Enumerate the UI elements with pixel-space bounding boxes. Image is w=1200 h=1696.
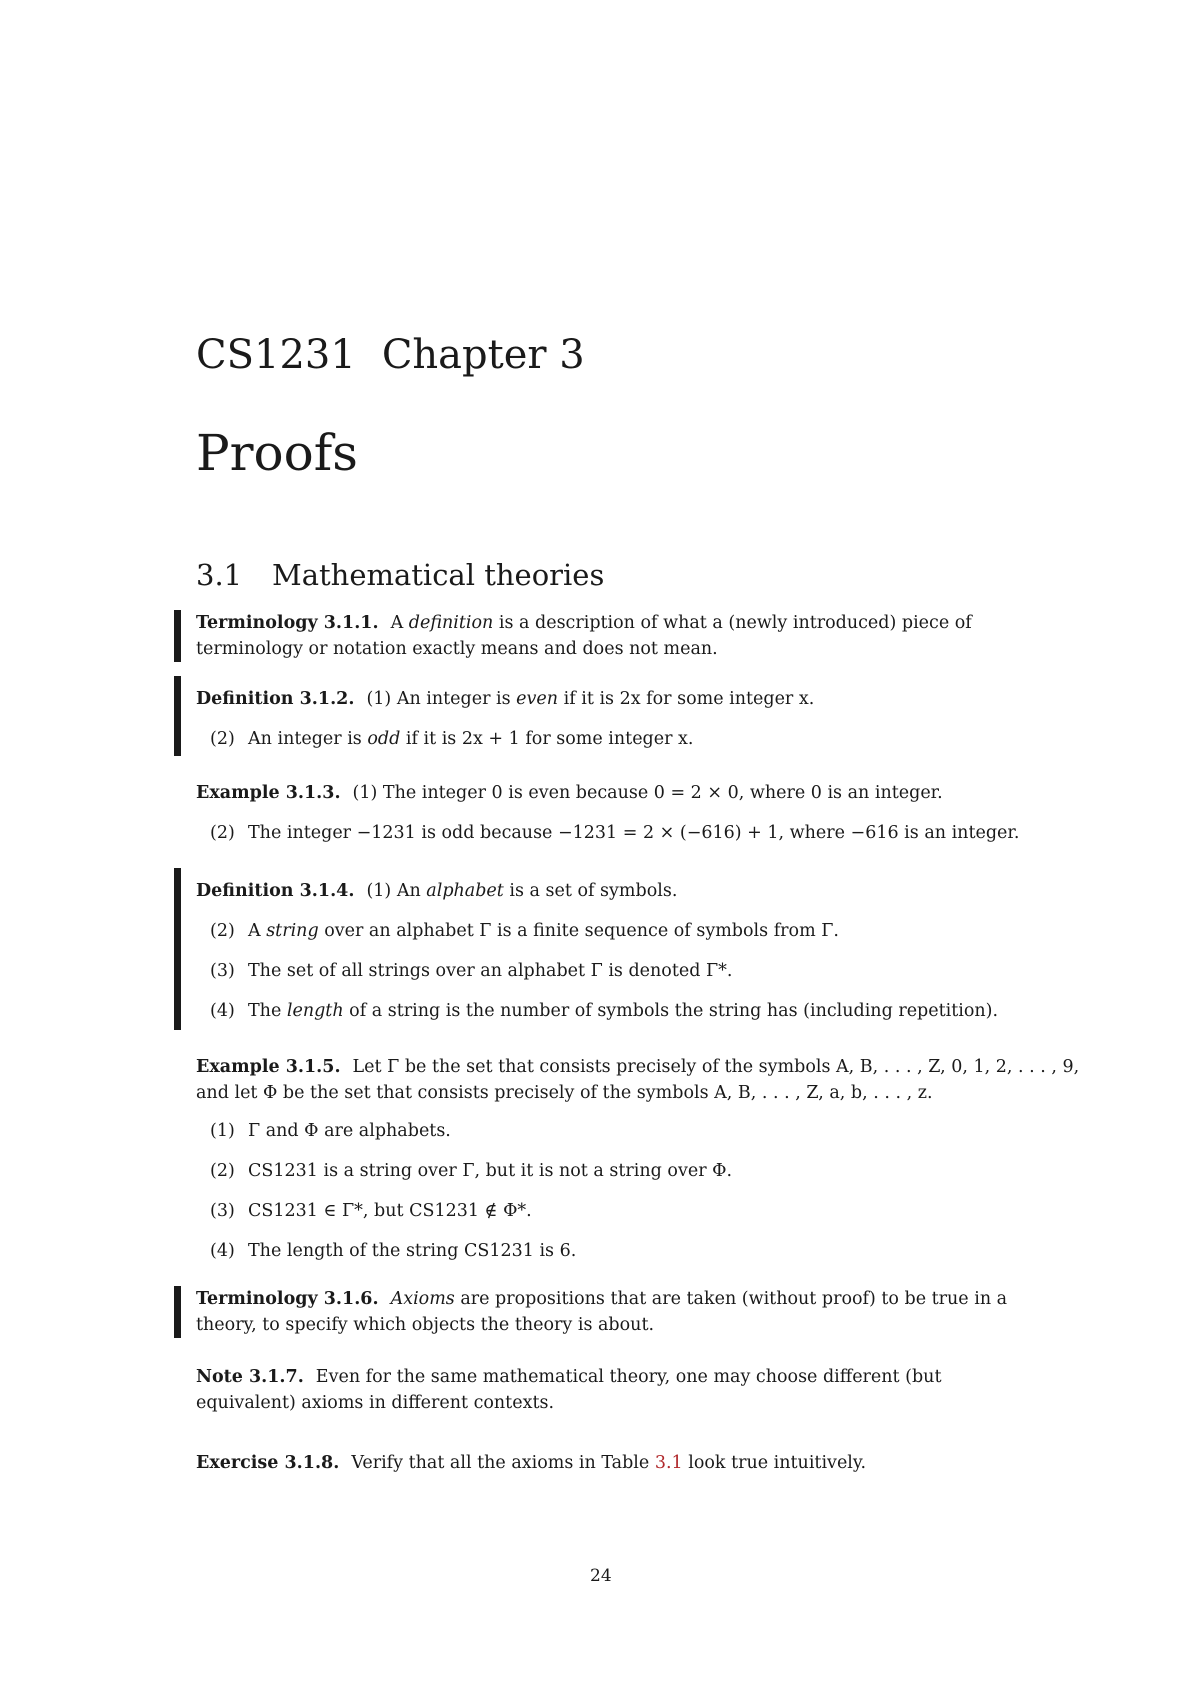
block-text-pre: A: [390, 613, 409, 633]
item-text: if it is 2x + 1 for some integer x.: [400, 729, 694, 749]
item-number: (4): [210, 1241, 235, 1261]
item-number: (1): [352, 783, 378, 803]
item-text: CS1231 is a string over Γ, but it is not a string over Φ.: [248, 1161, 733, 1181]
chapter-heading: [196, 332, 585, 378]
item-text: The integer 0 is even because 0 = 2 × 0, where 0 is an integer.: [382, 783, 943, 803]
margin-bar: [174, 1286, 181, 1338]
block-text: Even for the same mathematical theory, one may choose different (but equivalent) axioms in different contexts.: [196, 1367, 942, 1413]
note-3-1-7: [196, 1364, 1026, 1416]
definition-3-1-4: [196, 878, 1026, 904]
item-number: (1): [210, 1121, 235, 1141]
example-3-1-3: [196, 780, 1026, 806]
item-text: of a string is the number of symbols the string has (including repetition).: [343, 1001, 999, 1021]
section-title: Mathematical theories: [272, 558, 605, 592]
item-text: Γ and Φ are alphabets.: [248, 1121, 451, 1141]
terminology-3-1-6: [196, 1286, 1026, 1338]
item-text: if it is 2x for some integer x.: [558, 689, 815, 709]
defined-term: definition: [408, 613, 494, 633]
example-line: and let Φ be the set that consists precisely of the symbols A, B, . . . , Z, a, b, . . . , z.: [196, 1083, 933, 1103]
block-text: are propositions that are taken (without proof) to be true in a theory, to specify which objects the theory is about.: [196, 1289, 1008, 1335]
block-label: Note 3.1.7.: [196, 1367, 304, 1387]
defined-term: length: [286, 1001, 344, 1021]
block-label: Terminology 3.1.1.: [196, 613, 379, 633]
list-item: [210, 1118, 451, 1144]
item-number: (2): [210, 823, 235, 843]
list-item: [210, 958, 732, 984]
list-item: [210, 998, 998, 1024]
example-text: Let Γ be the set that consists precisely of the symbols A, B, . . . , Z, 0, 1, 2, . . . , 9,: [352, 1057, 1080, 1077]
item-text: is a set of symbols.: [503, 881, 678, 901]
chapter-label: Chapter 3: [381, 332, 585, 378]
block-label: Definition 3.1.2.: [196, 689, 355, 709]
defined-term: odd: [367, 729, 401, 749]
exercise-3-1-8: [196, 1450, 1026, 1476]
item-number: (3): [210, 961, 235, 981]
item-text-pre: An integer is: [396, 689, 517, 709]
page-number: 24: [590, 1566, 612, 1586]
item-number: (3): [210, 1201, 235, 1221]
item-text: The integer −1231 is odd because −1231 = 2 × (−616) + 1, where −616 is an integer.: [248, 823, 1020, 843]
item-number: (2): [210, 921, 235, 941]
item-text-pre: The: [248, 1001, 287, 1021]
example-3-1-5: [196, 1054, 1080, 1106]
block-text: is a description of what a (newly introduced) piece of terminology or notation exactly means and does not mean.: [196, 613, 972, 659]
list-item: [210, 820, 1019, 846]
defined-term: alphabet: [426, 881, 504, 901]
defined-term: even: [516, 689, 559, 709]
item-text-pre: An integer is: [248, 729, 368, 749]
block-text-pre: Verify that all the axioms in Table: [351, 1453, 655, 1473]
block-text: look true intuitively.: [682, 1453, 867, 1473]
item-number: (1): [366, 881, 392, 901]
margin-bar: [174, 868, 181, 1030]
section-heading: [196, 558, 604, 592]
item-text: The length of the string CS1231 is 6.: [248, 1241, 577, 1261]
item-number: (1): [366, 689, 392, 709]
item-number: (2): [210, 729, 235, 749]
example-line: [196, 1054, 1080, 1080]
block-label: Example 3.1.5.: [196, 1057, 341, 1077]
item-text: over an alphabet Γ is a finite sequence of symbols from Γ.: [318, 921, 839, 941]
list-item: [210, 1158, 732, 1184]
definition-3-1-2: [196, 686, 1026, 712]
item-text-pre: An: [396, 881, 427, 901]
block-label: Terminology 3.1.6.: [196, 1289, 379, 1309]
defined-term: string: [266, 921, 319, 941]
table-reference-link[interactable]: 3.1: [654, 1453, 683, 1473]
item-text-pre: A: [248, 921, 267, 941]
list-item: [210, 1238, 576, 1264]
margin-bar: [174, 676, 181, 756]
item-number: (4): [210, 1001, 235, 1021]
chapter-title: Proofs: [196, 424, 358, 482]
list-item: [210, 1198, 532, 1224]
block-label: Example 3.1.3.: [196, 783, 341, 803]
list-item: [210, 918, 839, 944]
block-label: Definition 3.1.4.: [196, 881, 355, 901]
item-text: CS1231 ∈ Γ*, but CS1231 ∉ Φ*.: [248, 1201, 532, 1221]
list-item: [210, 726, 693, 752]
margin-bar: [174, 610, 181, 662]
section-number: 3.1: [196, 558, 243, 592]
item-text: The set of all strings over an alphabet Γ is denoted Γ*.: [248, 961, 733, 981]
defined-term: Axioms: [390, 1289, 455, 1309]
course-code: CS1231: [196, 332, 356, 378]
item-number: (2): [210, 1161, 235, 1181]
terminology-3-1-1: [196, 610, 1026, 662]
block-label: Exercise 3.1.8.: [196, 1453, 340, 1473]
